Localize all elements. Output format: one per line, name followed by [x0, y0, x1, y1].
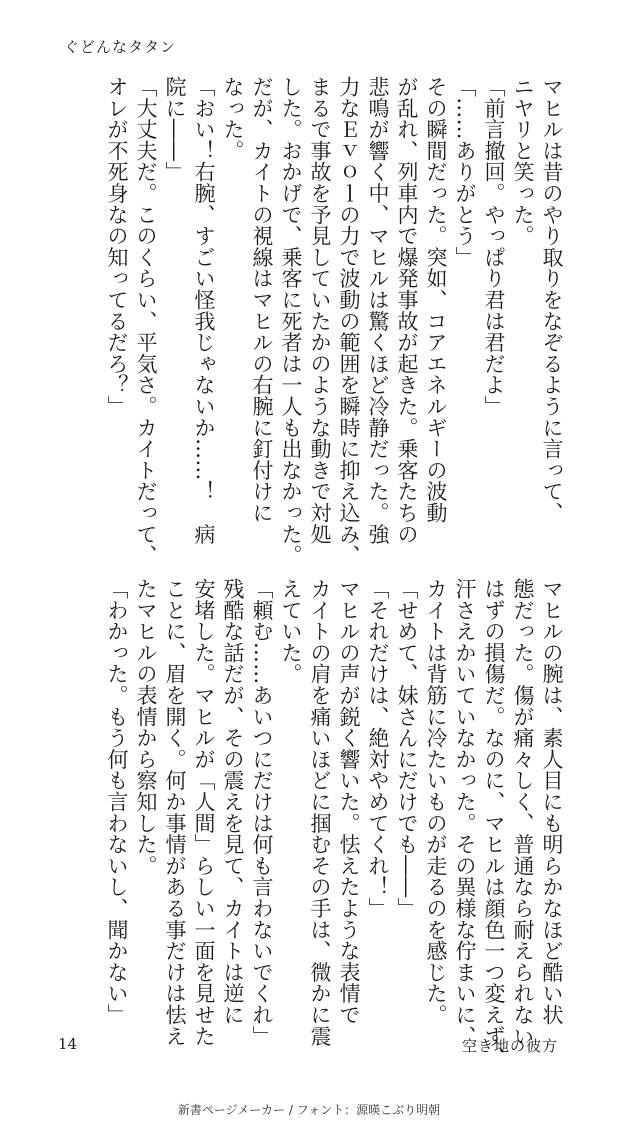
text-line: 安堵した。マヒルが「人間」らしい一面を見せた — [192, 578, 216, 1047]
text-line: その瞬間だった。突如、コアエネルギーの波動 — [424, 76, 448, 524]
text-line: 態だった。傷が痛々しく、普通なら耐えられない — [511, 578, 535, 1047]
text-line: 力なＥｖｏｌの力で波動の範囲を瞬時に抑え込み、 — [337, 76, 361, 566]
text-line: なった。 — [221, 76, 245, 162]
text-line: 「せめて、妹さんにだけでも――」 — [395, 578, 419, 919]
text-line: 「頼む……あいつにだけは何も言わないでくれ」 — [250, 578, 274, 1047]
text-line: 「わかった。もう何も言わないし、聞かない」 — [105, 578, 129, 1026]
text-line: だが、カイトの視線はマヒルの右腕に釘付けに — [250, 76, 274, 524]
text-line: 残酷な話だが、その震えを見て、カイトは逆に — [221, 578, 245, 1026]
text-line: えていた。 — [279, 578, 303, 685]
book-title: 空き地の彼方 — [461, 1037, 558, 1055]
upper-text-block — [102, 76, 566, 566]
text-line: が乱れ、列車内で爆発事故が起きた。乗客たちの — [395, 76, 419, 545]
text-line: マヒルは昔のやり取りをなぞるように言って、 — [540, 76, 564, 524]
text-line: 「……ありがとう」 — [453, 76, 477, 268]
text-line: オレが不死身なの知ってるだろ？」 — [105, 76, 129, 417]
text-line: まるで事故を予見していたかのような動きで対処 — [308, 76, 332, 545]
text-line: 院に――」 — [163, 76, 187, 183]
text-line: 「大丈夫だ。このくらい、平気さ。カイトだって、 — [134, 76, 158, 566]
text-line: 「それだけは、絶対やめてくれ！」 — [366, 578, 390, 919]
text-line: たマヒルの表情から察知した。 — [134, 578, 158, 877]
page-number: 14 — [58, 1035, 78, 1053]
text-line: 「前言撤回。やっぱり君は君だよ」 — [482, 76, 506, 417]
text-line: 汗さえかいていなかった。その異様な佇まいに、 — [453, 578, 477, 1047]
text-line: 「おい！右腕、すごい怪我じゃないか……！ 病 — [192, 76, 216, 545]
text-line: カイトの肩を痛いほどに掴むその手は、微かに震 — [308, 578, 332, 1047]
text-line: ニヤリと笑った。 — [511, 76, 535, 247]
footer-credit: 新書ページメーカー / フォント：源暎こぶり明朝 — [177, 1103, 441, 1117]
text-line: マヒルの腕は、素人目にも明らかなほど酷い状 — [540, 578, 564, 1026]
text-line: マヒルの声が鋭く響いた。怯えたような表情で — [337, 578, 361, 1026]
text-line: した。おかげで、乗客に死者は一人も出なかった。 — [279, 76, 303, 566]
text-line: ことに、眉を開く。何か事情がある事だけは怯え — [163, 578, 187, 1047]
text-line: はずの損傷だ。なのに、マヒルは顔色一つ変えず、 — [482, 578, 506, 1068]
text-line: 悲鳴が響く中、マヒルは驚くほど冷静だった。強 — [366, 76, 390, 545]
text-line: カイトは背筋に冷たいものが走るのを感じた。 — [424, 578, 448, 1026]
chapter-title: ぐどんなタタン — [64, 38, 177, 56]
